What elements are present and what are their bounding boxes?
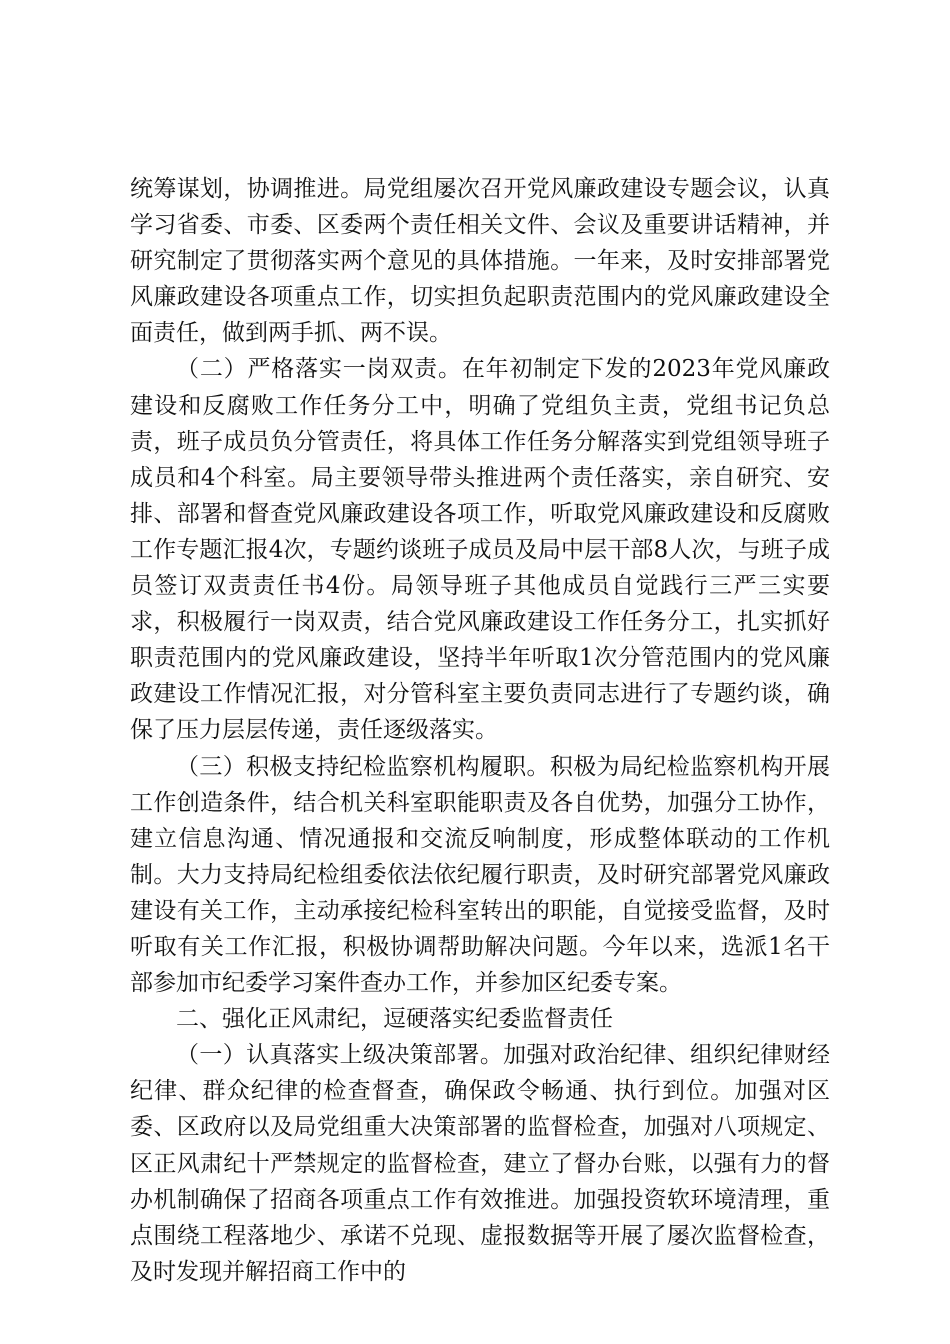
- section-heading: 二、强化正风肃纪，逗硬落实纪委监督责任: [176, 1006, 613, 1033]
- paragraph-subsection-one: （一）认真落实上级决策部署。加强对政治纪律、组织纪律财经纪律、群众纪律的检查督查，确保政令畅通、执行到位。加强对区委、区政府以及局党组重大决策部署的监督检查，加强对八项规定、区正风肃纪十严禁规定的监督检查，建立了督办台账，以强有力的督办机制确保了招商各项重点工作有效推进。加强投资软环境清理，重点围绕工程落地少、承诺不兑现、虚报数据等开展了屡次监督检查，及时发现并解招商工作中的: [130, 1042, 830, 1285]
- paragraph-continuation: 统筹谋划，协调推进。局党组屡次召开党风廉政建设专题会议，认真学习省委、市委、区委两个责任相关文件、会议及重要讲话精神，并研究制定了贯彻落实两个意见的具体措施。一年来，及时安排部署党风廉政建设各项重点工作，切实担负起职责范围内的党风廉政建设全面责任，做到两手抓、两不误。: [130, 176, 830, 347]
- document-page: [130, 171, 830, 1290]
- paragraph-section-three: （三）积极支持纪检监察机构履职。积极为局纪检监察机构开展工作创造条件，结合机关科室职能职责及各自优势，加强分工协作，建立信息沟通、情况通报和交流反响制度，形成整体联动的工作机制。大力支持局纪检组委依法依纪履行职责，及时研究部署党风廉政建设有关工作，主动承接纪检科室转出的职能，自觉接受监督，及时听取有关工作汇报，积极协调帮助解决问题。今年以来，选派1名干部参加市纪委学习案件查办工作，并参加区纪委专案。: [130, 753, 830, 997]
- paragraph-section-two: （二）严格落实一岗双责。在年初制定下发的2023年党风廉政建设和反腐败工作任务分工中，明确了党组负主责，党组书记负总责，班子成员负分管责任，将具体工作任务分解落实到党组领导班子成员和4个科室。局主要领导带头推进两个责任落实，亲自研究、安排、部署和督查党风廉政建设各项工作，听取党风廉政建设和反腐败工作专题汇报4次，专题约谈班子成员及局中层干部8人次，与班子成员签订双责责任书4份。局领导班子其他成员自觉践行三严三实要求，积极履行一岗双责，结合党风廉政建设工作任务分工，扎实抓好职责范围内的党风廉政建设，坚持半年听取1次分管范围内的党风廉政建设工作情况汇报，对分管科室主要负责同志进行了专题约谈，确保了压力层层传递，责任逐级落实。: [130, 356, 830, 744]
